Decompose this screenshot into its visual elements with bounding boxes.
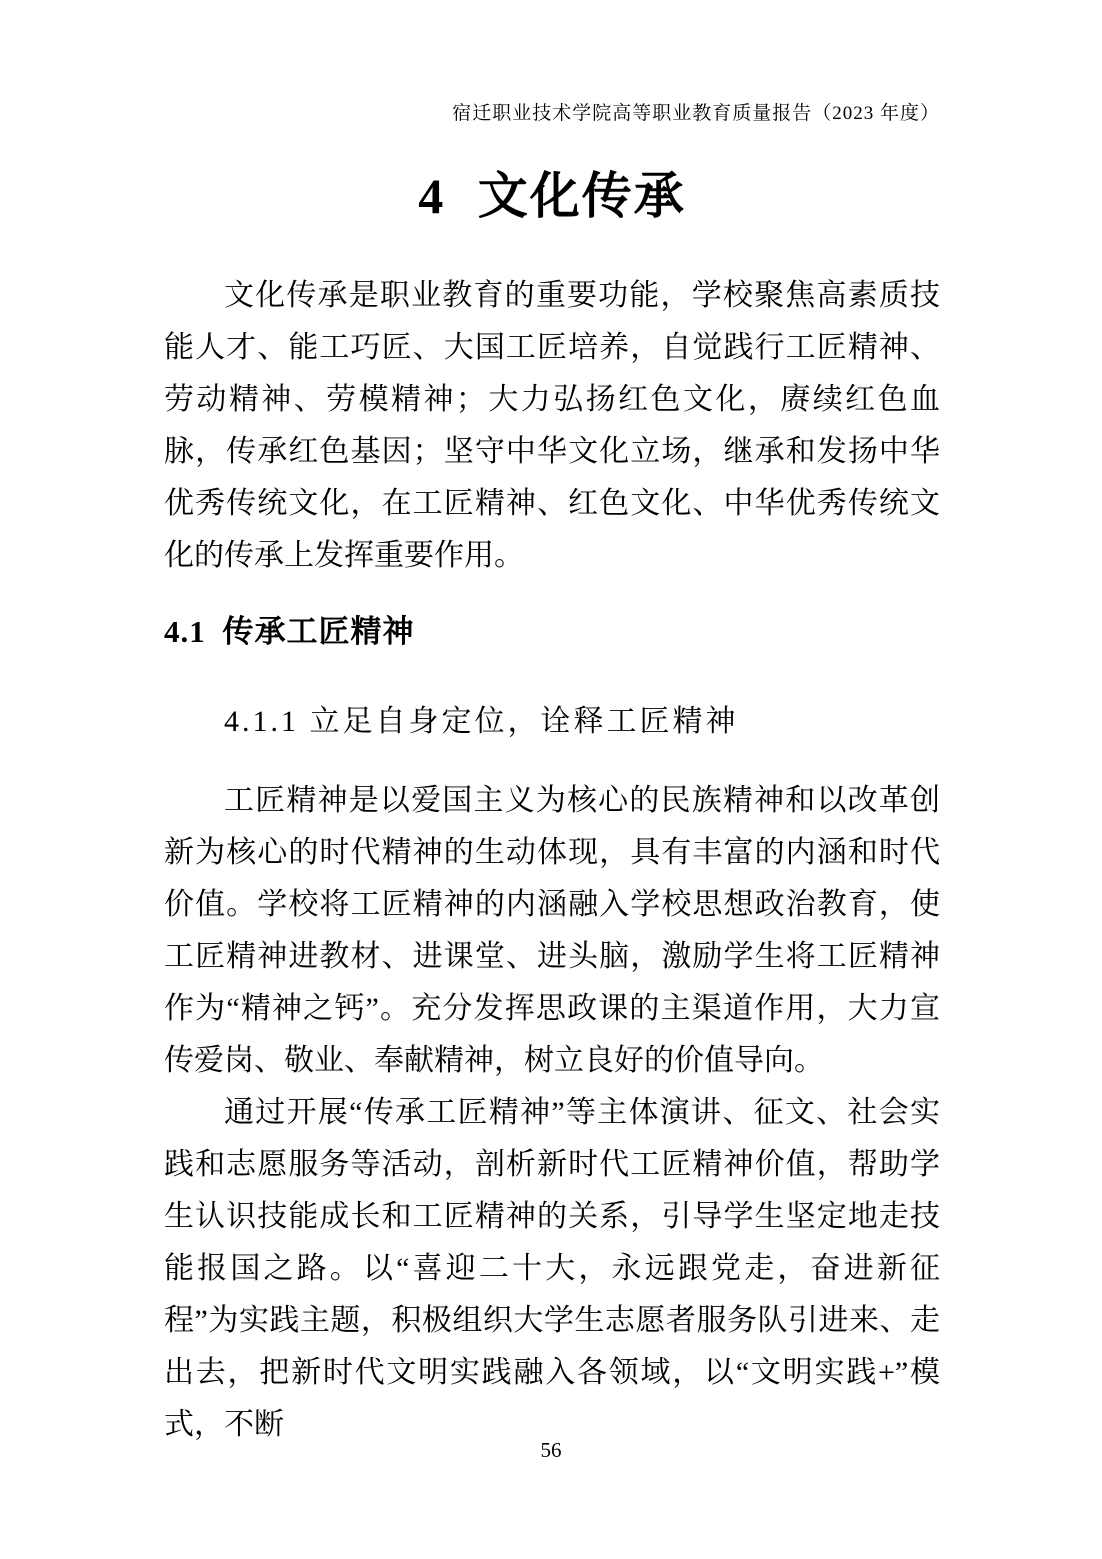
section-paragraph-1: 工匠精神是以爱国主义为核心的民族精神和以改革创新为核心的时代精神的生动体现，具有丰富的内涵和时代价值。学校将工匠精神的内涵融入学校思想政治教育，使工匠精神进教材、进课堂、进头脑，激励学生将工匠精神作为“精神之钙”。充分发挥思政课的主渠道作用，大力宣传爱岗、敬业、奉献精神，树立良好的价值导向。 bbox=[164, 784, 940, 1077]
page-number: 56 bbox=[540, 1438, 562, 1462]
section-heading-4-1: 4.1 传承工匠精神 bbox=[164, 614, 415, 649]
chapter-title: 4 文化传承 bbox=[418, 168, 686, 224]
intro-paragraph-block bbox=[164, 270, 940, 582]
section-body-block bbox=[164, 775, 940, 1451]
subsection-heading-4-1-1: 4.1.1 立足自身定位，诠释工匠精神 bbox=[224, 705, 739, 738]
intro-paragraph: 文化传承是职业教育的重要功能，学校聚焦高素质技能人才、能工巧匠、大国工匠培养，自觉践行工匠精神、劳动精神、劳模精神；大力弘扬红色文化，赓续红色血脉，传承红色基因；坚守中华文化立场，继承和发扬中华优秀传统文化，在工匠精神、红色文化、中华优秀传统文化的传承上发挥重要作用。 bbox=[164, 279, 940, 572]
running-header: 宿迁职业技术学院高等职业教育质量报告（2023 年度） bbox=[452, 103, 940, 124]
section-paragraph-2: 通过开展“传承工匠精神”等主体演讲、征文、社会实践和志愿服务等活动，剖析新时代工匠精神价值，帮助学生认识技能成长和工匠精神的关系，引导学生坚定地走技能报国之路。以“喜迎二十大，永远跟党走，奋进新征程”为实践主题，积极组织大学生志愿者服务队引进来、走出去，把新时代文明实践融入各领域，以“文明实践+”模式，不断 bbox=[164, 1096, 940, 1441]
